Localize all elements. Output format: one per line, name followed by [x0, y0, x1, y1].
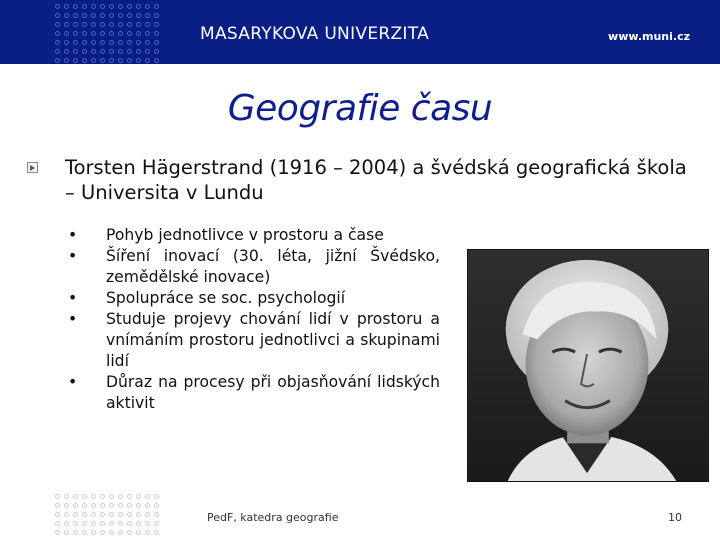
decorative-dot [154, 503, 159, 508]
decorative-dot [127, 512, 132, 517]
decorative-dot [127, 530, 132, 535]
decorative-dot [154, 40, 159, 45]
decorative-dot [136, 512, 141, 517]
decorative-dot [100, 40, 105, 45]
bullet-dot-icon: • [68, 226, 78, 244]
decorative-dot [154, 22, 159, 27]
decorative-dot [82, 521, 87, 526]
decorative-dot [154, 13, 159, 18]
bullet-dot-icon: • [68, 373, 78, 391]
decorative-dot [91, 494, 96, 499]
decorative-dot [82, 530, 87, 535]
decorative-dot [91, 40, 96, 45]
decorative-dot [145, 4, 150, 9]
decorative-dot [118, 13, 123, 18]
decorative-dot [154, 494, 159, 499]
decorative-dot [91, 521, 96, 526]
slide-title: Geografie času [227, 88, 493, 129]
decorative-dot [64, 13, 69, 18]
decorative-dot [73, 4, 78, 9]
decorative-dot [82, 512, 87, 517]
decorative-dot [136, 530, 141, 535]
decorative-dot-grid [55, 4, 163, 67]
decorative-dot [64, 530, 69, 535]
list-item [68, 309, 440, 372]
decorative-dot [118, 40, 123, 45]
decorative-dot [118, 49, 123, 54]
decorative-dot [100, 49, 105, 54]
list-item-text: Studuje projevy chování lidí v prostoru a vnímáním prostoru jednotlivci a skupinami lidí [106, 310, 440, 370]
decorative-dot [118, 22, 123, 27]
decorative-dot [55, 58, 60, 63]
decorative-dot [109, 521, 114, 526]
decorative-dot [91, 58, 96, 63]
decorative-dot [145, 530, 150, 535]
decorative-dot [136, 503, 141, 508]
decorative-dot [127, 40, 132, 45]
list-item-text: Důraz na procesy při objasňování lidských aktivit [106, 373, 440, 412]
decorative-dot [64, 494, 69, 499]
decorative-dot [64, 512, 69, 517]
decorative-dot [73, 40, 78, 45]
decorative-dot [127, 521, 132, 526]
bullet-dot-icon: • [68, 289, 78, 307]
decorative-dot [55, 40, 60, 45]
decorative-dot [55, 13, 60, 18]
decorative-dot [154, 530, 159, 535]
list-item [68, 225, 440, 246]
decorative-dot [145, 13, 150, 18]
decorative-dot [136, 49, 141, 54]
page-number: 10 [668, 511, 682, 524]
decorative-dot [145, 521, 150, 526]
decorative-dot [64, 40, 69, 45]
decorative-dot [100, 503, 105, 508]
decorative-dot [109, 494, 114, 499]
decorative-dot [145, 31, 150, 36]
decorative-dot [82, 40, 87, 45]
decorative-dot [109, 503, 114, 508]
list-item [68, 288, 440, 309]
decorative-dot [136, 31, 141, 36]
decorative-dot [109, 58, 114, 63]
website-link[interactable]: www.muni.cz [608, 30, 690, 43]
decorative-dot [91, 530, 96, 535]
decorative-dot-grid [55, 494, 163, 539]
decorative-dot [91, 31, 96, 36]
decorative-dot [91, 13, 96, 18]
decorative-dot [73, 512, 78, 517]
decorative-dot [82, 22, 87, 27]
decorative-dot [145, 40, 150, 45]
decorative-dot [82, 49, 87, 54]
decorative-dot [82, 31, 87, 36]
footer-text: PedF, katedra geografie [207, 511, 339, 524]
decorative-dot [118, 521, 123, 526]
decorative-dot [64, 49, 69, 54]
decorative-dot [82, 494, 87, 499]
decorative-dot [118, 512, 123, 517]
sub-bullet-list [68, 225, 440, 414]
decorative-dot [55, 521, 60, 526]
decorative-dot [55, 494, 60, 499]
decorative-dot [91, 503, 96, 508]
decorative-dot [154, 521, 159, 526]
decorative-dot [136, 494, 141, 499]
decorative-dot [154, 58, 159, 63]
decorative-dot [145, 22, 150, 27]
decorative-dot [118, 530, 123, 535]
university-name: MASARYKOVA UNIVERZITA [200, 24, 430, 44]
decorative-dot [82, 13, 87, 18]
list-item-text: Šíření inovací (30. léta, jižní Švédsko, zemědělské inovace) [106, 247, 440, 286]
portrait-photo [467, 249, 709, 482]
decorative-dot [109, 512, 114, 517]
decorative-dot [73, 58, 78, 63]
decorative-dot [118, 31, 123, 36]
decorative-dot [127, 22, 132, 27]
decorative-dot [73, 31, 78, 36]
decorative-dot [64, 58, 69, 63]
decorative-dot [145, 49, 150, 54]
decorative-dot [136, 40, 141, 45]
decorative-dot [64, 22, 69, 27]
decorative-dot [127, 31, 132, 36]
decorative-dot [82, 503, 87, 508]
decorative-dot [136, 13, 141, 18]
decorative-dot [127, 494, 132, 499]
decorative-dot [109, 4, 114, 9]
decorative-dot [82, 4, 87, 9]
decorative-dot [127, 49, 132, 54]
decorative-dot [154, 31, 159, 36]
decorative-dot [73, 49, 78, 54]
decorative-dot [91, 512, 96, 517]
decorative-dot [100, 22, 105, 27]
decorative-dot [145, 512, 150, 517]
decorative-dot [145, 494, 150, 499]
decorative-dot [100, 58, 105, 63]
decorative-dot [118, 494, 123, 499]
decorative-dot [109, 530, 114, 535]
decorative-dot [73, 494, 78, 499]
decorative-dot [55, 503, 60, 508]
decorative-dot [136, 521, 141, 526]
decorative-dot [55, 22, 60, 27]
decorative-dot [64, 4, 69, 9]
list-item-text: Pohyb jednotlivce v prostoru a čase [106, 226, 384, 244]
decorative-dot [91, 49, 96, 54]
decorative-dot [100, 4, 105, 9]
decorative-dot [154, 512, 159, 517]
decorative-dot [55, 4, 60, 9]
decorative-dot [154, 49, 159, 54]
decorative-dot [73, 13, 78, 18]
decorative-dot [55, 31, 60, 36]
decorative-dot [91, 22, 96, 27]
decorative-dot [55, 49, 60, 54]
decorative-dot [109, 49, 114, 54]
decorative-dot [109, 40, 114, 45]
decorative-dot [109, 22, 114, 27]
decorative-dot [154, 4, 159, 9]
decorative-dot [100, 530, 105, 535]
decorative-dot [145, 58, 150, 63]
decorative-dot [55, 512, 60, 517]
list-item-text: Spolupráce se soc. psychologií [106, 289, 346, 307]
decorative-dot [55, 530, 60, 535]
decorative-dot [73, 521, 78, 526]
decorative-dot [127, 58, 132, 63]
decorative-dot [64, 503, 69, 508]
decorative-dot [118, 4, 123, 9]
decorative-dot [73, 22, 78, 27]
decorative-dot [127, 4, 132, 9]
decorative-dot [91, 4, 96, 9]
decorative-dot [118, 503, 123, 508]
decorative-dot [73, 503, 78, 508]
decorative-dot [64, 31, 69, 36]
decorative-dot [127, 503, 132, 508]
decorative-dot [100, 494, 105, 499]
decorative-dot [109, 13, 114, 18]
decorative-dot [109, 31, 114, 36]
decorative-dot [100, 521, 105, 526]
decorative-dot [82, 58, 87, 63]
header-band [0, 0, 720, 64]
list-item [68, 372, 440, 414]
main-bullet-text: Torsten Hägerstrand (1916 – 2004) a švédská geografická škola – Universita v Lundu [65, 156, 687, 204]
decorative-dot [100, 31, 105, 36]
decorative-dot [118, 58, 123, 63]
decorative-dot [100, 512, 105, 517]
decorative-dot [145, 503, 150, 508]
decorative-dot [127, 13, 132, 18]
decorative-dot [136, 4, 141, 9]
bullet-arrow-icon [27, 162, 38, 173]
bullet-dot-icon: • [68, 247, 78, 265]
decorative-dot [64, 521, 69, 526]
decorative-dot [73, 530, 78, 535]
decorative-dot [136, 22, 141, 27]
decorative-dot [100, 13, 105, 18]
list-item [68, 246, 440, 288]
bullet-dot-icon: • [68, 310, 78, 328]
decorative-dot [136, 58, 141, 63]
